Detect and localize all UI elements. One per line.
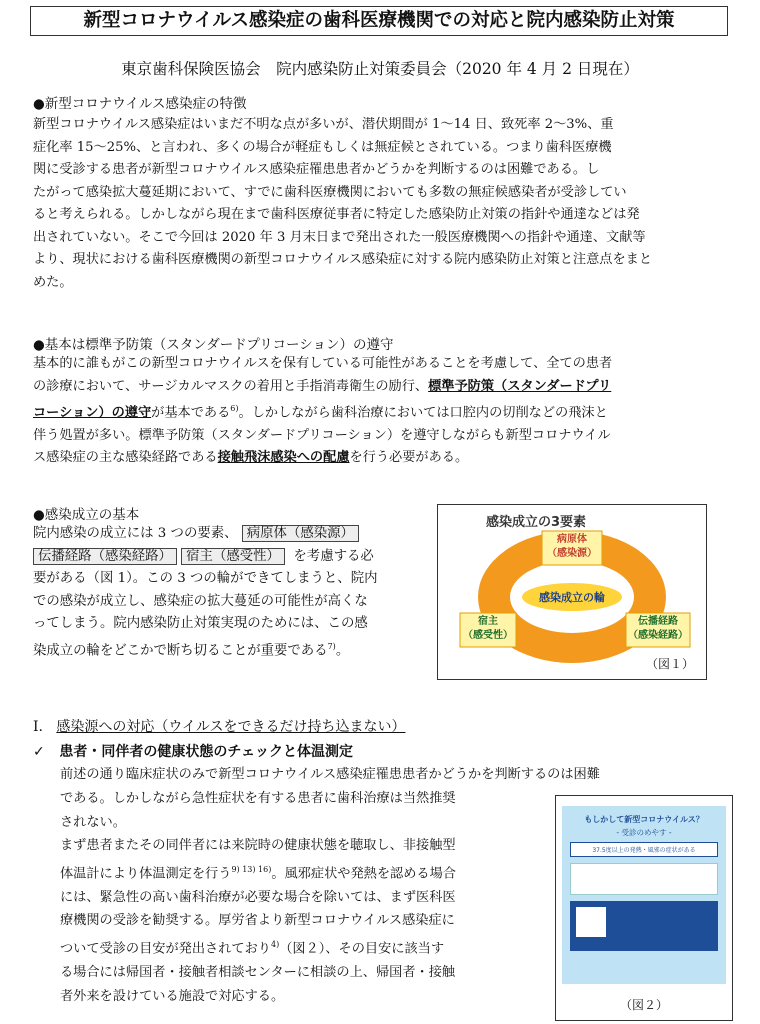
section-i-title-text: 感染源への対応（ウイルスをできるだけ持ち込まない） <box>56 719 406 735</box>
section1-heading: ●新型コロナウイルス感染症の特徴 <box>33 96 247 112</box>
figure2-contact-box <box>570 901 718 951</box>
section3-heading: ●感染成立の基本 <box>33 507 140 523</box>
qr-code-icon <box>576 907 606 937</box>
section2-line: の診療において、サージカルマスクの着用と手指消毒衛生の励行、標準予防策（スタンダードプリ <box>33 378 612 394</box>
section-i-title: I. 感染源への対応（ウイルスをできるだけ持ち込まない） <box>33 719 406 735</box>
section1-line: たがって感染拡大蔓延期において、すでに歯科医療機関においても多数の無症候感染者が受診してい <box>33 184 627 200</box>
section2-body <box>33 353 733 470</box>
section2-line: 基本的に誰もがこの新型コロナウイルスを保有している可能性があることを考慮して、全ての患者 <box>33 356 613 371</box>
reference-sup: 7) <box>327 641 336 651</box>
figure2-main-box: 37.5度以上の発熱・風邪の症状がある <box>570 842 718 857</box>
section3-line: ってしまう。院内感染防止対策実現のためには、この感 <box>33 616 368 631</box>
element-host-box: 宿主（感受性） <box>181 548 285 565</box>
highlight-standard-precautions-cont: コーション）の遵守 <box>33 405 152 421</box>
figure1-pathogen-label: 病原体 （感染源） <box>547 534 597 559</box>
section2-heading: ●基本は標準予防策（スタンダードプリコーション）の遵守 <box>33 337 394 353</box>
figure2-poster <box>562 806 726 984</box>
section3-line: 院内感染の成立には 3 つの要素、 病原体（感染源） <box>33 523 433 546</box>
reference-sup: 4) <box>271 939 280 949</box>
section3-line: での感染が成立し、感染症の拡大蔓延の可能性が高くな <box>33 593 368 609</box>
section1-line: 症化率 15～25%、と言われ、多くの場合が軽症もしくは無症候とされている。つまり歯科医療機 <box>33 139 612 155</box>
figure2-caption: （図２） <box>620 998 669 1012</box>
figure1 <box>437 504 707 680</box>
reference-sup: 6) <box>230 404 239 413</box>
element-pathogen-box: 病原体（感染源） <box>242 525 359 542</box>
section1-line: 関に受診する患者が新型コロナウイルス感染症罹患患者かどうかを判断するのは困難である。し <box>33 162 600 177</box>
section1-line: めた。 <box>33 274 73 290</box>
section3-line: 伝播経路（感染経路） 宿主（感受性） を考慮する必 <box>33 546 433 569</box>
section-i-body: である。しかしながら急性症状を有する患者に歯科治療は当然推奨 されない。 まず患者またその同伴者には来院時の健康状態を聴取し、非接触型 体温計により体温測定を行う$^{9) 13) 16)}$。風邪症状や発熱を認める場合 には、緊急性の高い歯科治療が必要な場合を除いては、まず医科医 療機関の受診を勧奨する。厚労省より新型コロナウイルス感染症に ついて受診の目安が発出されており$^{4)}$（図２）、その目安に該当す る場合には帰国者・接触者相談センターに相談の上、帰国者・接触 者外来を設けている施設で対応する。 <box>60 791 456 1004</box>
figure1-title: 感染成立の3要素 <box>486 515 587 530</box>
section3-body <box>33 523 433 662</box>
figure2-title: もしかして新型コロナウイルス？ <box>584 815 704 824</box>
check-icon: ✓ <box>33 744 45 760</box>
section2-line: 伴う処置が多い。標準予防策（スタンダードプリコーション）を遵守しながらも新型コロナウイル <box>33 427 611 443</box>
figure1-host-label: 宿主 （感受性） <box>463 616 513 641</box>
section1-body <box>33 114 733 294</box>
reference-sup: 9) 13) 16) <box>231 864 272 874</box>
figure1-caption: （図１） <box>646 657 695 671</box>
section2-line: ス感染症の主な感染経路である接触飛沫感染への配慮を行う必要がある。 <box>33 450 469 466</box>
highlight-contact-droplet: 接触飛沫感染への配慮 <box>217 450 350 466</box>
element-route-box: 伝播経路（感染経路） <box>33 548 177 565</box>
figure2-subtitle: - 受診のめやす - <box>616 828 672 837</box>
figure2 <box>555 795 733 1021</box>
section1-line: 新型コロナウイルス感染症はいまだ不明な点が多いが、潜伏期間が 1～14 日、致死率 2～3%、重 <box>33 117 614 132</box>
section1-line: 出されていない。そこで今回は 2020 年 3 月末日まで発出された一般医療機関への指針や通達、文献等 <box>33 229 646 245</box>
page-subtitle: 東京歯科保険医協会 院内感染防止対策委員会（2020 年 4 月 2 日現在） <box>121 60 639 78</box>
figure1-center-label: 感染成立の輪 <box>539 591 605 604</box>
section1-line: より、現状における歯科医療機関の新型コロナウイルス感染症に対する院内感染防止対策と注意点をまと <box>33 252 653 267</box>
section-i-body-full: 前述の通り臨床症状のみで新型コロナウイルス感染症罹患患者かどうかを判断するのは困難 <box>60 767 600 782</box>
section1-line: ると考えられる。しかしながら現在まで歯科医療従事者に特定した感染防止対策の指針や通達などは発 <box>33 207 640 222</box>
checklist-item <box>33 741 353 761</box>
section3-line: 要がある（図 1）。この 3 つの輪ができてしまうと、院内 <box>33 571 378 586</box>
figure1-route-label: 伝播経路 （感染経路） <box>628 616 688 641</box>
section2-line: コーション）の遵守が基本である$^{6)}$。しかしながら歯科治療においては口腔内の切削などの飛沫と <box>33 404 608 421</box>
section3-line: 染成立の輪をどこかで断ち切ることが重要である$^{7)}$。 <box>33 641 350 658</box>
highlight-standard-precautions: 標準予防策（スタンダードプリ <box>428 378 612 394</box>
figure2-flow <box>570 863 718 895</box>
checklist-item-label: 患者・同伴者の健康状態のチェックと体温測定 <box>59 744 353 760</box>
page-title: 新型コロナウイルス感染症の歯科医療機関での対応と院内感染防止対策 <box>30 6 728 36</box>
